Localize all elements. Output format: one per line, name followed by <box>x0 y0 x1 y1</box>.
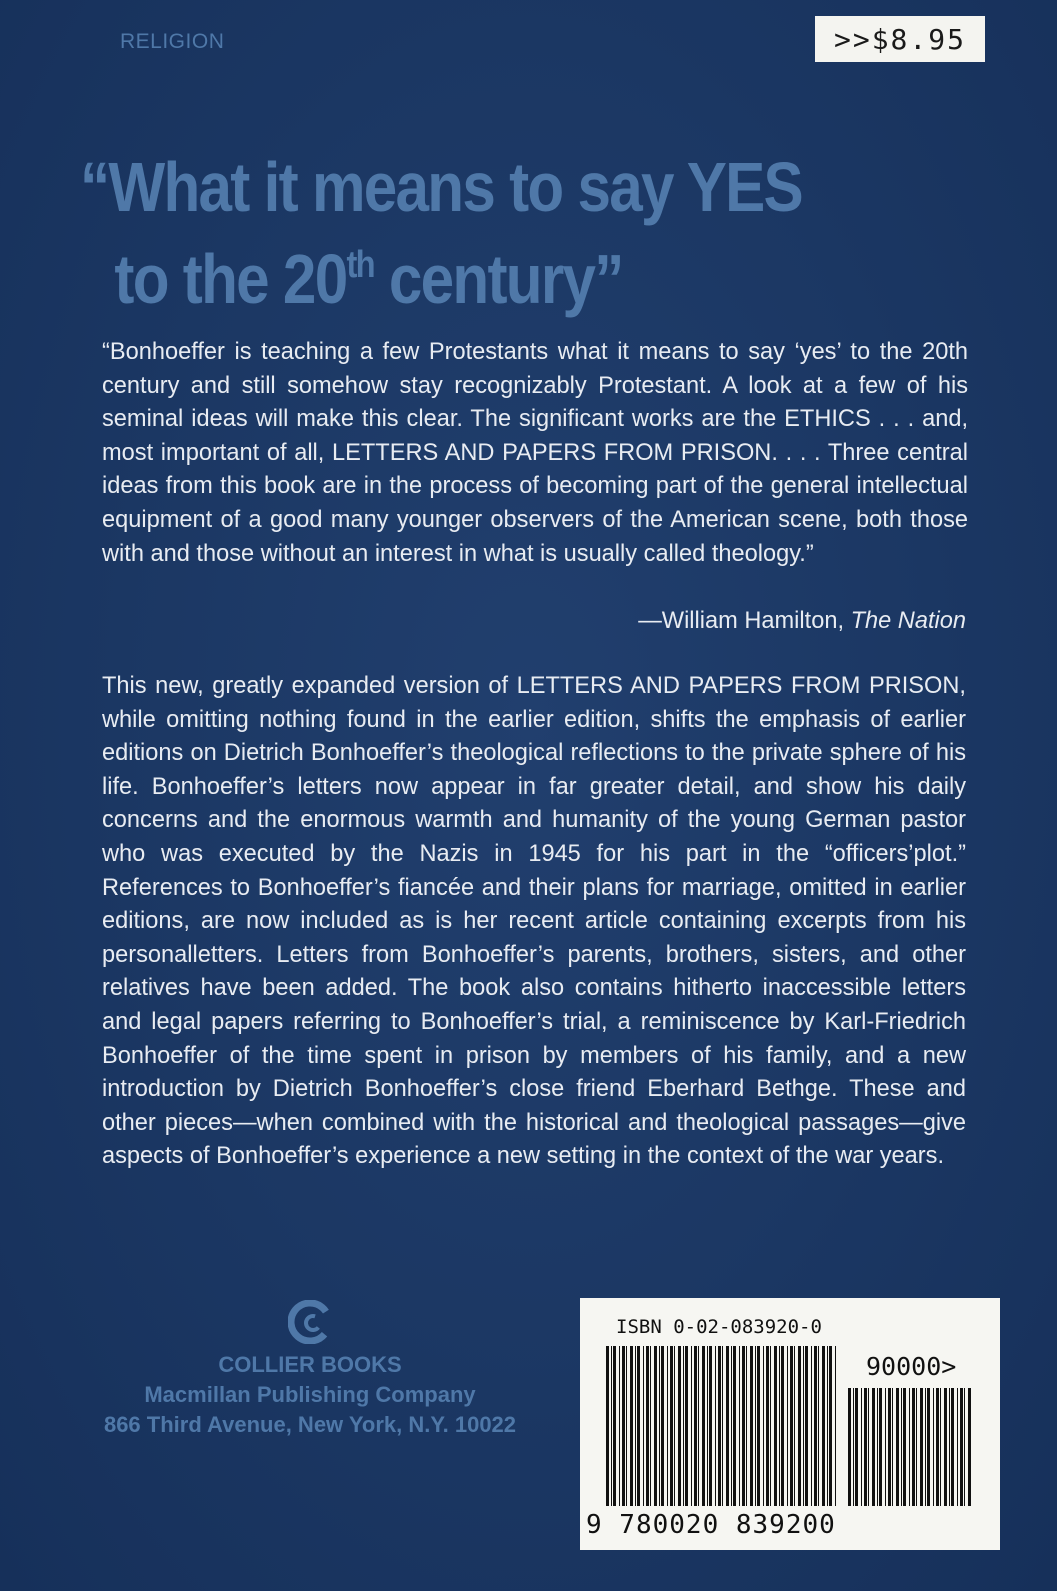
barcode-bar <box>650 1346 651 1506</box>
barcode-bar <box>683 1346 684 1506</box>
barcode-bar <box>868 1388 869 1506</box>
barcode-bar <box>611 1346 612 1506</box>
review-quote: “Bonhoeffer is teaching a few Protestants what it means to say ‘yes’ to the 20th century and still somehow stay recognizably Protestant. A look at a few of his seminal ideas will make this clear. The significant works are the ETHICS . . . and, most important of all, LETTERS AND PAPERS FROM PRISON. . . . Three central ideas from this book are in the process of becoming part of the general intellectual equipment of a good many younger observers of the American scene, both those with and those without an interest in what is usually called theology.” <box>102 339 968 567</box>
barcode-bar <box>654 1346 657 1506</box>
quote-author: —William Hamilton, <box>638 608 845 634</box>
headline-line-2-end: century” <box>373 240 623 318</box>
barcode-bar <box>909 1388 910 1506</box>
quote-source: The Nation <box>850 608 966 634</box>
isbn-number: ISBN 0-02-083920-0 <box>616 1316 822 1338</box>
publisher-block <box>60 1300 560 1440</box>
barcode-bar <box>626 1346 627 1506</box>
barcode-bar <box>742 1346 745 1506</box>
barcode-bar <box>674 1346 675 1506</box>
barcode-bar <box>968 1388 971 1506</box>
barcode-label <box>580 1298 1000 1550</box>
barcode-bar <box>722 1346 723 1506</box>
barcode-bar <box>622 1346 625 1506</box>
barcode-bar <box>733 1346 736 1506</box>
barcode-bar <box>606 1346 609 1506</box>
barcode-bar <box>630 1346 633 1506</box>
barcode-bar <box>872 1388 875 1506</box>
collier-logo-icon <box>288 1300 332 1344</box>
barcode-bar <box>637 1346 640 1506</box>
barcode-bar <box>803 1346 804 1506</box>
barcode-bar <box>951 1388 954 1506</box>
quote-attribution <box>102 608 966 635</box>
barcode-bar <box>848 1388 851 1506</box>
barcode-bar <box>661 1346 664 1506</box>
barcode-bar <box>678 1346 681 1506</box>
barcode-bar <box>707 1346 708 1506</box>
barcode-bar <box>694 1346 697 1506</box>
barcode-bar <box>718 1346 721 1506</box>
barcode-bar <box>892 1388 893 1506</box>
barcode-bar <box>877 1388 878 1506</box>
barcode-bar <box>912 1388 915 1506</box>
headline-line-2 <box>80 226 871 318</box>
barcode-bar <box>613 1346 616 1506</box>
barcode-bar <box>853 1388 854 1506</box>
barcode-bar <box>805 1346 808 1506</box>
barcode-bar <box>670 1346 673 1506</box>
barcode-bar <box>770 1346 771 1506</box>
publisher-address: 866 Third Avenue, New York, N.Y. 10022 <box>103 1412 517 1437</box>
headline <box>80 148 871 318</box>
barcode-bar <box>940 1388 941 1506</box>
ean-number: 9 780020 839200 <box>586 1510 836 1540</box>
barcode-bar <box>763 1346 764 1506</box>
barcode-bar <box>835 1346 836 1506</box>
barcode-bar <box>944 1388 947 1506</box>
barcode-bar <box>709 1346 712 1506</box>
barcode-bar <box>750 1346 753 1506</box>
headline-line-2-start: to the 20 <box>114 240 347 318</box>
barcode-bar <box>927 1388 930 1506</box>
barcode-bar <box>814 1346 817 1506</box>
barcode-bar <box>739 1346 740 1506</box>
barcode-bar <box>829 1346 832 1506</box>
publisher-name: COLLIER BOOKS <box>218 1352 402 1377</box>
barcode-bar <box>896 1388 899 1506</box>
category-label: RELIGION <box>120 30 225 53</box>
barcode-bar <box>698 1346 699 1506</box>
barcode-bar <box>746 1346 747 1506</box>
barcode-bar <box>790 1346 793 1506</box>
barcode-bar <box>925 1388 926 1506</box>
barcode-bar <box>827 1346 828 1506</box>
barcode-bar <box>766 1346 769 1506</box>
barcode-bar <box>960 1388 963 1506</box>
barcode-bar <box>855 1388 858 1506</box>
barcode-bar <box>879 1388 882 1506</box>
barcode-bar <box>726 1346 729 1506</box>
ean-barcode <box>606 1346 838 1506</box>
barcode-bar <box>798 1346 801 1506</box>
barcode-bar <box>779 1346 780 1506</box>
barcode-bar <box>794 1346 795 1506</box>
barcode-bar <box>635 1346 636 1506</box>
barcode-bar <box>755 1346 756 1506</box>
barcode-bar <box>957 1388 958 1506</box>
barcode-bar <box>964 1388 965 1506</box>
barcode-bar <box>818 1346 819 1506</box>
barcode-bar <box>920 1388 923 1506</box>
barcode-bar <box>781 1346 784 1506</box>
barcode-bar <box>667 1346 668 1506</box>
book-description: This new, greatly expanded version of LETTERS AND PAPERS FROM PRISON, while omitting nothing found in the earlier edition, shifts the emphasis of earlier editions on Dietrich Bonhoeffer’s theological reflections to the private sphere of his life. Bonhoeffer’s letters now appear in far greater detail, and show his daily concerns and the enormous warmth and humanity of the young German pastor who was executed by the Nazis in 1945 for his part in the “officers’plot.” References to Bonhoeffer’s fiancée and their plans for marriage, omitted in earlier editions, are now included as is her recent article containing excerpts from his personalletters. Letters from Bonhoeffer’s parents, brothers, sisters, and other relatives have been added. The book also contains hitherto inaccessible letters and legal papers referring to Bonhoeffer’s trial, a reminiscence by Karl-Friedrich Bonhoeffer of the time spent in prison by members of his family, and a new introduction by Dietrich Bonhoeffer’s close friend Eberhard Bethge. These and other pieces—when combined with the historical and theological passages—give aspects of Bonhoeffer’s experience a new setting in the context of the war years. <box>102 673 966 1170</box>
barcode-bar <box>643 1346 644 1506</box>
barcode-bar <box>659 1346 660 1506</box>
addon-barcode <box>848 1388 972 1506</box>
barcode-bar <box>646 1346 649 1506</box>
barcode-bar <box>757 1346 760 1506</box>
barcode-bar <box>715 1346 716 1506</box>
barcode-bar <box>619 1346 620 1506</box>
barcode-bar <box>936 1388 939 1506</box>
barcode-bar <box>885 1388 886 1506</box>
barcode-bar <box>787 1346 788 1506</box>
price-addon-code: 90000> <box>866 1352 957 1381</box>
barcode-bar <box>861 1388 862 1506</box>
barcode-bar <box>691 1346 692 1506</box>
barcode-bar <box>822 1346 825 1506</box>
barcode-bar <box>916 1388 917 1506</box>
barcode-bar <box>685 1346 688 1506</box>
barcode-bar <box>774 1346 777 1506</box>
price-sticker: >>$8.95 <box>815 16 985 62</box>
barcode-bar <box>864 1388 867 1506</box>
barcode-bar <box>702 1346 705 1506</box>
headline-superscript: th <box>346 244 374 286</box>
barcode-bar <box>901 1388 902 1506</box>
barcode-bar <box>731 1346 732 1506</box>
barcode-bar <box>811 1346 812 1506</box>
publisher-company: Macmillan Publishing Company <box>144 1382 476 1407</box>
barcode-bar <box>888 1388 891 1506</box>
barcode-bar <box>949 1388 950 1506</box>
headline-line-1: “What it means to say YES <box>80 148 802 226</box>
barcode-bar <box>903 1388 906 1506</box>
barcode-bar <box>933 1388 934 1506</box>
